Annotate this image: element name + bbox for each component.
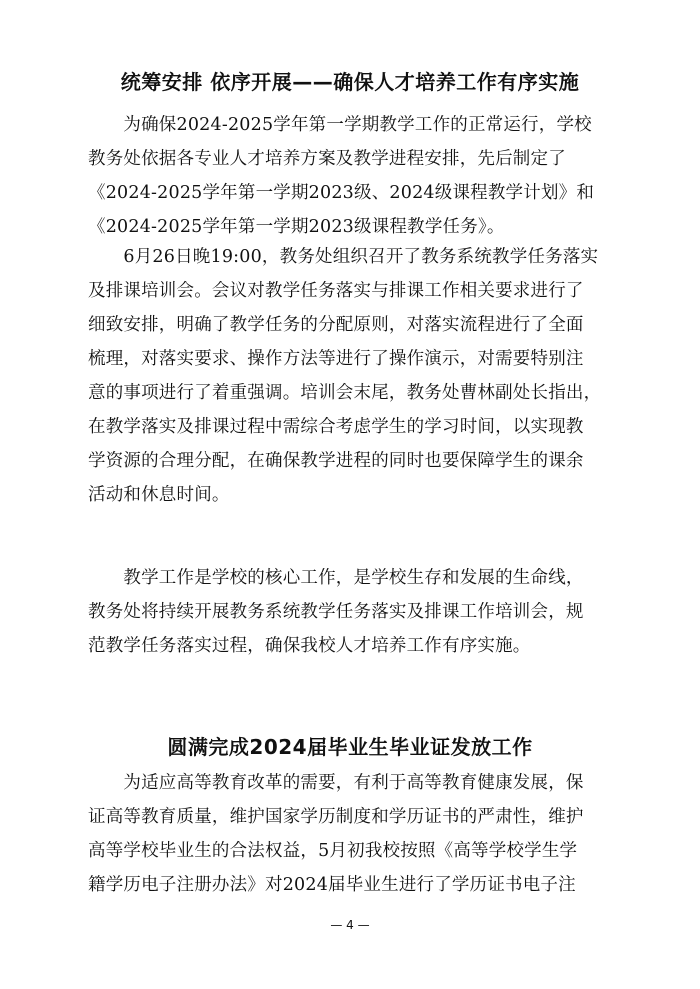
text-line: 《2024-2025学年第一学期2023级课程教学任务》。 <box>88 217 505 237</box>
text-line: 教务处依据各专业人才培养方案及教学进程安排，先后制定了 <box>88 149 566 169</box>
text-line: 《2024-2025学年第一学期2023级、2024级课程教学计划》和 <box>88 183 595 203</box>
section1-paragraph-1 <box>88 108 618 244</box>
section2-title: 圆满完成2024届毕业生毕业证发放工作 <box>167 735 533 759</box>
section2-paragraph-1 <box>88 766 618 902</box>
text-line: 学资源的合理分配，在确保教学进程的同时也要保障学生的课余 <box>88 451 584 471</box>
section1-paragraph-3 <box>88 561 618 663</box>
text-line: 梳理，对落实要求、操作方法等进行了操作演示，对需要特别注 <box>88 349 584 369</box>
text-line: 教务处将持续开展教务系统教学任务落实及排课工作培训会，规 <box>88 602 584 622</box>
page-number: — 4 — <box>330 918 370 932</box>
text-line: 证高等教育质量，维护国家学历制度和学历证书的严肃性，维护 <box>88 807 584 827</box>
text-line: 活动和休息时间。 <box>88 485 230 505</box>
text-line: 籍学历电子注册办法》对2024届毕业生进行了学历证书电子注 <box>88 875 576 895</box>
text-line: 教学工作是学校的核心工作，是学校生存和发展的生命线， <box>88 568 584 588</box>
text-line: 为确保2024-2025学年第一学期教学工作的正常运行，学校 <box>88 115 592 135</box>
text-line: 为适应高等教育改革的需要，有利于高等教育健康发展，保 <box>88 773 584 793</box>
text-line: 细致安排，明确了教学任务的分配原则，对落实流程进行了全面 <box>88 315 584 335</box>
text-line: 高等学校毕业生的合法权益，5月初我校按照《高等学校学生学 <box>88 841 578 861</box>
text-line: 范教学任务落实过程，确保我校人才培养工作有序实施。 <box>88 636 531 656</box>
text-line: 及排课培训会。会议对教学任务落实与排课工作相关要求进行了 <box>88 281 584 301</box>
text-line: 意的事项进行了着重强调。培训会末尾，教务处曹林副处长指出， <box>88 383 602 403</box>
text-line: 在教学落实及排课过程中需综合考虑学生的学习时间，以实现教 <box>88 417 584 437</box>
text-line: 6月26日晚19:00，教务处组织召开了教务系统教学任务落实 <box>88 247 599 267</box>
section1-paragraph-2 <box>88 240 618 512</box>
section1-title: 统筹安排 依序开展——确保人才培养工作有序实施 <box>120 70 580 94</box>
